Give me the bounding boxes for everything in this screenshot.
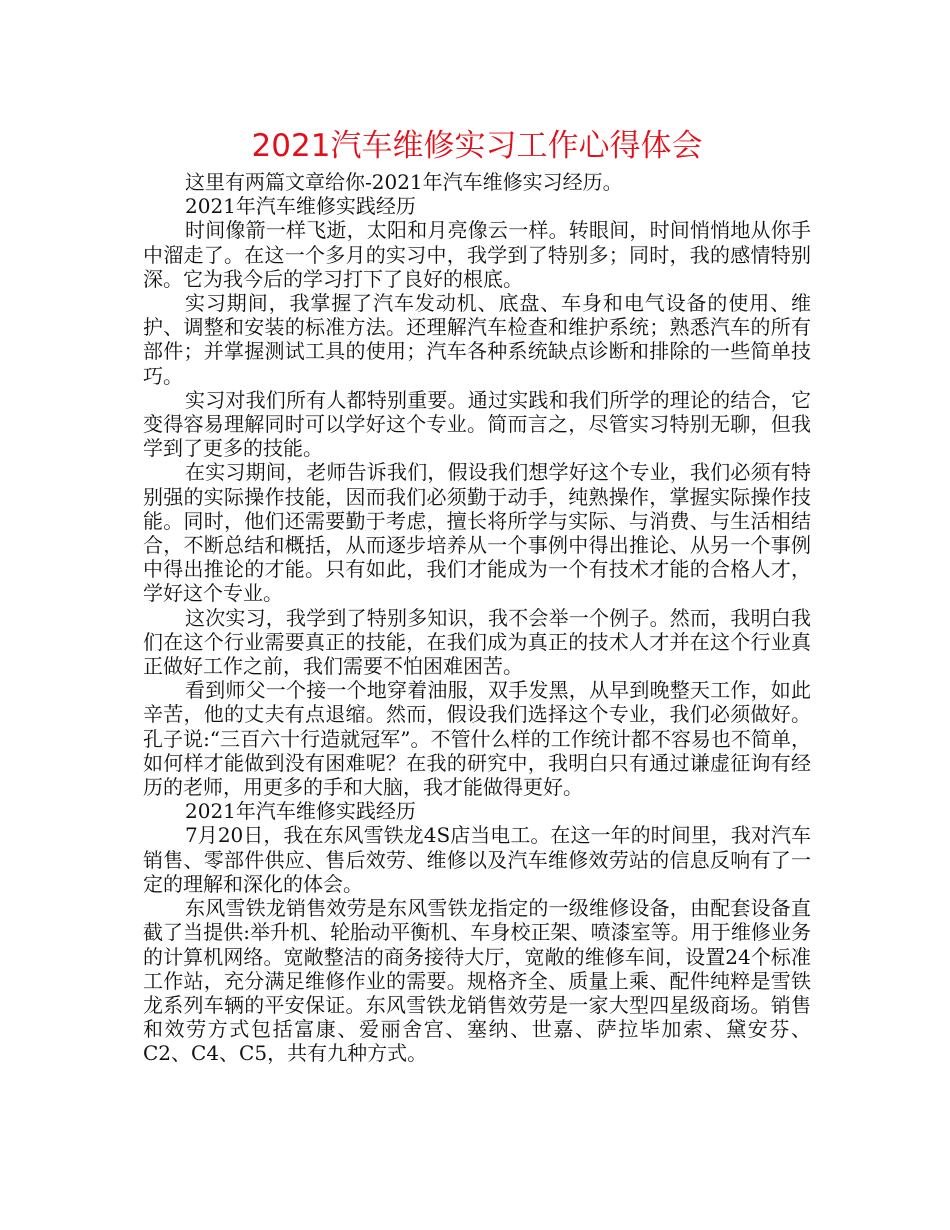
- paragraph: 东风雪铁龙销售效劳是东风雪铁龙指定的一级维修设备，由配套设备直截了当提供:举升机、轮胎动平衡机、车身校正架、喷漆室等。用于维修业务的计算机网络。宽敞整洁的商务接待大厅，宽敞的维修车间，设置24个标准工作站，充分满足维修作业的需要。规格齐全、质量上乘、配件纯粹是雪铁龙系列车辆的平安保证。东风雪铁龙销售效劳是一家大型四星级商场。销售和效劳方式包括富康、爱丽舍宫、塞纳、世嘉、萨拉毕加索、黛安芬、C2、C4、C5，共有九种方式。: [143, 896, 811, 1066]
- section-heading-2: 2021年汽车维修实践经历: [185, 799, 416, 824]
- paragraph-intro: 这里有两篇文章给你-2021年汽车维修实习经历。: [185, 170, 623, 194]
- section-heading-1: 2021年汽车维修实践经历: [185, 194, 416, 219]
- paragraph: 在实习期间，老师告诉我们，假设我们想学好这个专业，我们必须有特别强的实际操作技能，因而我们必须勤于动手，纯熟操作，掌握实际操作技能。同时，他们还需要勤于考虑，擅长将所学与实际、与消费、与生活相结合，不断总结和概括，从而逐步培养从一个事例中得出推论、从另一个事例中得出推论的才能。只有如此，我们才能成为一个有技术才能的合格人才，学好这个专业。: [143, 460, 811, 606]
- paragraph: 7月20日，我在东风雪铁龙4S店当电工。在这一年的时间里，我对汽车销售、零部件供应、售后效劳、维修以及汽车维修效劳站的信息反响有了一定的理解和深化的体会。: [143, 823, 811, 896]
- paragraph: 这次实习，我学到了特别多知识，我不会举一个例子。然而，我明白我们在这个行业需要真正的技能，在我们成为真正的技术人才并在这个行业真正做好工作之前，我们需要不怕困难困苦。: [143, 605, 811, 679]
- document-body: [143, 170, 811, 1066]
- paragraph: 实习期间，我掌握了汽车发动机、底盘、车身和电气设备的使用、维护、调整和安装的标准方法。还理解汽车检查和维护系统；熟悉汽车的所有部件；并掌握测试工具的使用；汽车各种系统缺点诊断和排除的一些简单技巧。: [143, 291, 811, 388]
- paragraph: 看到师父一个接一个地穿着油服，双手发黑，从早到晚整天工作，如此辛苦，他的丈夫有点退缩。然而，假设我们选择这个专业，我们必须做好。孔子说:“三百六十行造就冠军”。不管什么样的工作统计都不容易也不简单，如何样才能做到没有困难呢？在我的研究中，我明白只有通过谦虚征询有经历的老师，用更多的手和大脑，我才能做得更好。: [143, 678, 811, 800]
- document-page: [143, 0, 811, 1230]
- document-title: 2021汽车维修实习工作心得体会: [251, 128, 703, 164]
- paragraph: 实习对我们所有人都特别重要。通过实践和我们所学的理论的结合，它变得容易理解同时可以学好这个专业。简而言之，尽管实习特别无聊，但我学到了更多的技能。: [143, 387, 811, 461]
- paragraph: 时间像箭一样飞逝，太阳和月亮像云一样。转眼间，时间悄悄地从你手中溜走了。在这一个多月的实习中，我学到了特别多；同时，我的感情特别深。它为我今后的学习打下了良好的根底。: [143, 218, 811, 291]
